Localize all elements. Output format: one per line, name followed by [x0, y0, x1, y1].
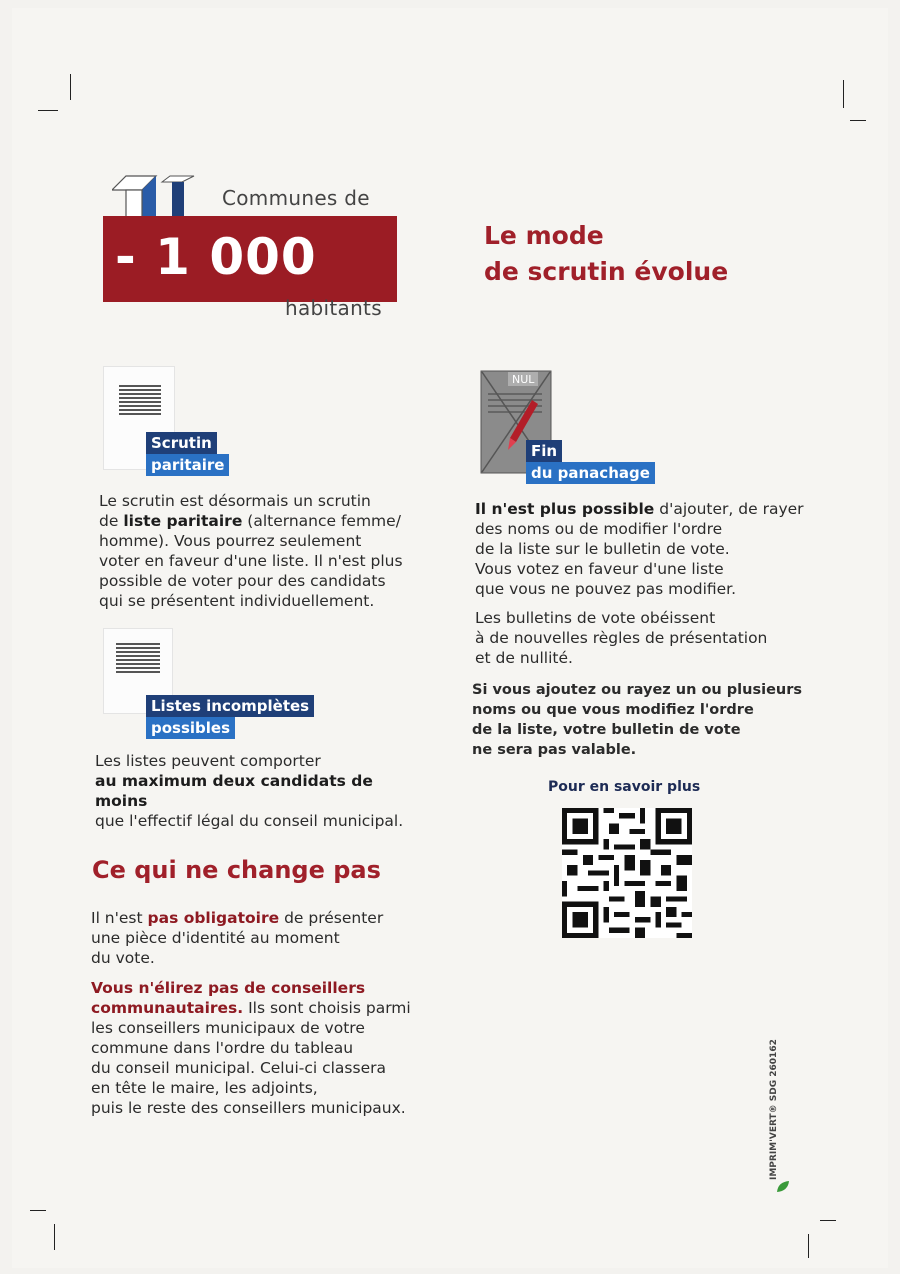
text-line: Il n'est pas obligatoire de présenter: [91, 909, 384, 927]
warning-paragraph: [472, 680, 817, 760]
title-line: Le mode: [484, 221, 604, 250]
text-line: de la liste sur le bulletin de vote.: [475, 540, 730, 558]
text-line: possible de voter pour des candidats: [99, 572, 386, 590]
tag-scrutin-paritaire: [146, 432, 229, 476]
qr-code[interactable]: [562, 808, 692, 938]
imprim-vert-label: IMPRIM'VERT® SDG 260162: [769, 1039, 779, 1180]
crop-mark: [70, 74, 71, 100]
conseillers-paragraph: [91, 978, 421, 1118]
text-line: du conseil municipal. Celui-ci classera: [91, 1059, 386, 1077]
text-line: Vous n'élirez pas de conseillers: [91, 979, 366, 997]
panachage-paragraph: [475, 499, 815, 599]
crop-mark: [30, 1210, 46, 1211]
text-line: des noms ou de modifier l'ordre: [475, 520, 723, 538]
tag-line: du panachage: [526, 462, 655, 484]
badge-number: - 1 000: [115, 228, 317, 286]
text-line: puis le reste des conseillers municipaux.: [91, 1099, 406, 1117]
text-line: communautaires. Ils sont choisis parmi: [91, 999, 411, 1017]
text-line: du vote.: [91, 949, 155, 967]
tag-line: paritaire: [146, 454, 229, 476]
crop-mark: [850, 120, 866, 121]
bulletins-paragraph: [475, 608, 815, 668]
text-line: commune dans l'ordre du tableau: [91, 1039, 354, 1057]
tag-line: possibles: [146, 717, 235, 739]
tag-line: Fin: [526, 440, 562, 462]
text-line: en tête le maire, les adjoints,: [91, 1079, 318, 1097]
text-line: et de nullité.: [475, 649, 573, 667]
text-line: que vous ne pouvez pas modifier.: [475, 580, 737, 598]
text-line: une pièce d'identité au moment: [91, 929, 340, 947]
scrutin-paragraph: [99, 491, 419, 611]
page-title: [484, 218, 804, 290]
text-line: au maximum deux candidats de moins: [95, 772, 373, 810]
text-line: à de nouvelles règles de présentation: [475, 629, 768, 647]
listes-paragraph: [95, 751, 425, 831]
text-line: Vous votez en faveur d'une liste: [475, 560, 724, 578]
text-line: voter en faveur d'une liste. Il n'est plus: [99, 552, 403, 570]
text-line: Il n'est plus possible d'ajouter, de rayer: [475, 500, 804, 518]
text-line: les conseillers municipaux de votre: [91, 1019, 365, 1037]
text-line: Le scrutin est désormais un scrutin: [99, 492, 371, 510]
text-line: qui se présentent individuellement.: [99, 592, 375, 610]
tag-listes-incompletes: [146, 695, 314, 739]
crop-mark: [843, 80, 844, 108]
text-line: que l'effectif légal du conseil municipal.: [95, 812, 404, 830]
text-line: Si vous ajoutez ou rayez un ou plusieurs: [472, 682, 803, 698]
crop-mark: [808, 1234, 809, 1258]
text-line: Les bulletins de vote obéissent: [475, 609, 716, 627]
more-info-title: Pour en savoir plus: [548, 779, 701, 795]
text-line: de liste paritaire (alternance femme/: [99, 512, 401, 530]
crop-mark: [54, 1224, 55, 1250]
crop-mark: [38, 110, 58, 111]
tag-fin-panachage: [526, 440, 655, 484]
void-label: NUL: [512, 373, 535, 386]
leaf-icon: [776, 1180, 790, 1194]
badge-bottom-text: habitants: [285, 296, 382, 320]
identity-paragraph: [91, 908, 421, 968]
text-line: de la liste, votre bulletin de vote: [472, 722, 741, 738]
tag-line: Scrutin: [146, 432, 217, 454]
text-line: Les listes peuvent comporter: [95, 752, 321, 770]
house-icon: [112, 172, 196, 222]
section-title: Ce qui ne change pas: [92, 856, 381, 884]
tag-line: Listes incomplètes: [146, 695, 314, 717]
text-line: homme). Vous pourrez seulement: [99, 532, 362, 550]
text-line: ne sera pas valable.: [472, 742, 637, 758]
badge-top-text: Communes de: [222, 186, 370, 210]
text-line: noms ou que vous modifiez l'ordre: [472, 702, 754, 718]
crop-mark: [820, 1220, 836, 1221]
title-line: de scrutin évolue: [484, 257, 729, 286]
